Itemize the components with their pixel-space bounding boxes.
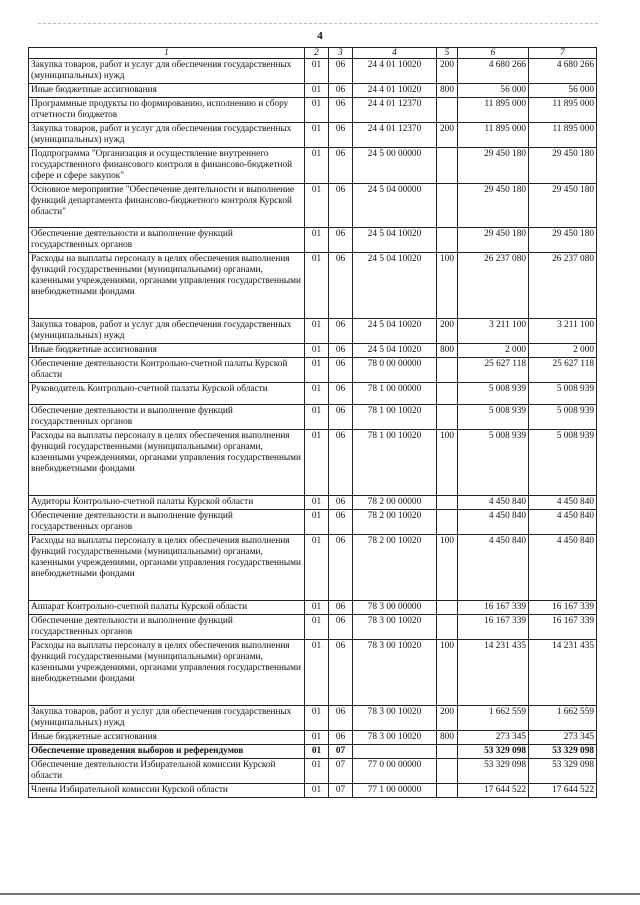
cell-csr: 24 5 04 10020 — [353, 319, 437, 344]
cell-vr: 800 — [437, 84, 458, 98]
cell-name: Расходы на выплаты персоналу в целях обеспечения выполнения функций государственными (муниципальными) органами, казенными учреждениями, органами управления государственными внебюджетными фондами — [29, 430, 305, 496]
cell-vr: 200 — [437, 706, 458, 731]
cell-rz: 01 — [305, 358, 329, 383]
cell-vr: 100 — [437, 640, 458, 706]
cell-v2: 25 627 118 — [529, 358, 597, 383]
cell-v1: 4 450 840 — [458, 510, 529, 535]
cell-pr: 06 — [329, 640, 353, 706]
cell-csr: 24 4 01 12370 — [353, 123, 437, 148]
cell-v1: 5 008 939 — [458, 383, 529, 405]
cell-csr: 78 2 00 10020 — [353, 535, 437, 601]
bottom-scan-line — [0, 893, 640, 895]
cell-csr: 24 5 04 10020 — [353, 228, 437, 253]
table-row — [29, 344, 597, 358]
table-row — [29, 228, 597, 253]
table-row — [29, 84, 597, 98]
cell-v2: 5 008 939 — [529, 430, 597, 496]
cell-name: Закупка товаров, работ и услуг для обеспечения государственных (муниципальных) нужд — [29, 706, 305, 731]
cell-rz: 01 — [305, 601, 329, 615]
cell-csr: 78 3 00 10020 — [353, 640, 437, 706]
cell-name: Обеспечение проведения выборов и референдумов — [29, 745, 305, 759]
cell-v1: 17 644 522 — [458, 784, 529, 798]
cell-name: Обеспечение деятельности и выполнение функций государственных органов — [29, 228, 305, 253]
cell-csr: 24 5 00 00000 — [353, 148, 437, 184]
cell-pr: 07 — [329, 745, 353, 759]
cell-name: Иные бюджетные ассигнования — [29, 731, 305, 745]
page-number: 4 — [317, 30, 323, 42]
cell-v1: 11 895 000 — [458, 98, 529, 123]
cell-rz: 01 — [305, 615, 329, 640]
cell-pr: 06 — [329, 84, 353, 98]
table-row — [29, 601, 597, 615]
cell-v2: 53 329 098 — [529, 759, 597, 784]
cell-name: Основное мероприятие "Обеспечение деятельности и выполнение функций департамента финансово-бюджетного контроля Курской области" — [29, 184, 305, 228]
cell-pr: 07 — [329, 759, 353, 784]
cell-csr: 24 5 04 00000 — [353, 184, 437, 228]
cell-name: Закупка товаров, работ и услуг для обеспечения государственных (муниципальных) нужд — [29, 59, 305, 84]
cell-pr: 06 — [329, 98, 353, 123]
cell-csr: 78 0 00 00000 — [353, 358, 437, 383]
cell-pr: 06 — [329, 59, 353, 84]
cell-name: Члены Избирательной комиссии Курской области — [29, 784, 305, 798]
cell-name: Иные бюджетные ассигнования — [29, 84, 305, 98]
cell-pr: 06 — [329, 148, 353, 184]
cell-name: Расходы на выплаты персоналу в целях обеспечения выполнения функций государственными (муниципальными) органами, казенными учреждениями, органами управления государственными внебюджетными фондами — [29, 535, 305, 601]
cell-rz: 01 — [305, 405, 329, 430]
table-row — [29, 731, 597, 745]
cell-csr: 24 4 01 12370 — [353, 98, 437, 123]
cell-pr: 06 — [329, 123, 353, 148]
cell-csr: 78 1 00 00000 — [353, 383, 437, 405]
cell-rz: 01 — [305, 184, 329, 228]
cell-vr — [437, 745, 458, 759]
cell-v2: 29 450 180 — [529, 184, 597, 228]
cell-vr — [437, 383, 458, 405]
cell-name: Обеспечение деятельности и выполнение функций государственных органов — [29, 510, 305, 535]
cell-name: Расходы на выплаты персоналу в целях обеспечения выполнения функций государственными (муниципальными) органами, казенными учреждениями, органами управления государственными внебюджетными фондами — [29, 253, 305, 319]
cell-csr: 78 3 00 10020 — [353, 706, 437, 731]
table-row — [29, 615, 597, 640]
cell-name: Иные бюджетные ассигнования — [29, 344, 305, 358]
cell-rz: 01 — [305, 706, 329, 731]
cell-vr: 100 — [437, 430, 458, 496]
cell-v2: 17 644 522 — [529, 784, 597, 798]
cell-v2: 273 345 — [529, 731, 597, 745]
cell-name: Обеспечение деятельности Контрольно-счетной палаты Курской области — [29, 358, 305, 383]
cell-v2: 53 329 098 — [529, 745, 597, 759]
cell-v1: 3 211 100 — [458, 319, 529, 344]
cell-name: Аудиторы Контрольно-счетной палаты Курской области — [29, 496, 305, 510]
table-row — [29, 319, 597, 344]
cell-v2: 5 008 939 — [529, 383, 597, 405]
table-row — [29, 383, 597, 405]
cell-pr: 06 — [329, 496, 353, 510]
cell-v1: 14 231 435 — [458, 640, 529, 706]
cell-rz: 01 — [305, 510, 329, 535]
cell-pr: 06 — [329, 319, 353, 344]
cell-v2: 11 895 000 — [529, 98, 597, 123]
cell-v2: 26 237 080 — [529, 253, 597, 319]
cell-v2: 1 662 559 — [529, 706, 597, 731]
cell-pr: 07 — [329, 784, 353, 798]
cell-csr: 78 2 00 00000 — [353, 496, 437, 510]
cell-v1: 29 450 180 — [458, 228, 529, 253]
cell-vr — [437, 759, 458, 784]
table-row — [29, 430, 597, 496]
cell-rz: 01 — [305, 59, 329, 84]
cell-rz: 01 — [305, 228, 329, 253]
cell-v1: 56 000 — [458, 84, 529, 98]
cell-v2: 29 450 180 — [529, 228, 597, 253]
cell-vr: 200 — [437, 319, 458, 344]
cell-rz: 01 — [305, 98, 329, 123]
cell-csr — [353, 745, 437, 759]
cell-pr: 06 — [329, 358, 353, 383]
cell-v1: 4 450 840 — [458, 535, 529, 601]
header-cell: 2 — [305, 48, 329, 59]
cell-pr: 06 — [329, 344, 353, 358]
cell-rz: 01 — [305, 745, 329, 759]
cell-v2: 56 000 — [529, 84, 597, 98]
table-row — [29, 98, 597, 123]
cell-rz: 01 — [305, 784, 329, 798]
cell-csr: 24 5 04 10020 — [353, 344, 437, 358]
cell-rz: 01 — [305, 430, 329, 496]
table-row — [29, 640, 597, 706]
table-row — [29, 745, 597, 759]
cell-v1: 16 167 339 — [458, 601, 529, 615]
cell-name: Аппарат Контрольно-счетной палаты Курской области — [29, 601, 305, 615]
cell-v1: 5 008 939 — [458, 430, 529, 496]
header-cell: 7 — [529, 48, 597, 59]
cell-name: Обеспечение деятельности и выполнение функций государственных органов — [29, 405, 305, 430]
cell-pr: 06 — [329, 535, 353, 601]
cell-vr: 800 — [437, 344, 458, 358]
cell-csr: 78 2 00 10020 — [353, 510, 437, 535]
cell-name: Расходы на выплаты персоналу в целях обеспечения выполнения функций государственными (муниципальными) органами, казенными учреждениями, органами управления государственными внебюджетными фондами — [29, 640, 305, 706]
cell-v1: 16 167 339 — [458, 615, 529, 640]
cell-vr — [437, 98, 458, 123]
cell-csr: 77 1 00 00000 — [353, 784, 437, 798]
cell-csr: 78 1 00 10020 — [353, 405, 437, 430]
header-row — [29, 48, 597, 59]
cell-v2: 4 450 840 — [529, 535, 597, 601]
cell-name: Обеспечение деятельности Избирательной комиссии Курской области — [29, 759, 305, 784]
cell-csr: 78 3 00 00000 — [353, 601, 437, 615]
cell-pr: 06 — [329, 615, 353, 640]
table-row — [29, 123, 597, 148]
table-row — [29, 706, 597, 731]
cell-vr — [437, 496, 458, 510]
cell-rz: 01 — [305, 535, 329, 601]
table-row — [29, 148, 597, 184]
cell-v1: 29 450 180 — [458, 148, 529, 184]
cell-vr: 100 — [437, 535, 458, 601]
cell-v2: 3 211 100 — [529, 319, 597, 344]
cell-name: Закупка товаров, работ и услуг для обеспечения государственных (муниципальных) нужд — [29, 319, 305, 344]
cell-v2: 5 008 939 — [529, 405, 597, 430]
header-cell: 1 — [29, 48, 305, 59]
cell-vr: 100 — [437, 253, 458, 319]
cell-v2: 2 000 — [529, 344, 597, 358]
cell-name: Подпрограмма "Организация и осуществление внутреннего государственного финансового контроля в финансово-бюджетной сфере и сфере закупок" — [29, 148, 305, 184]
cell-v2: 4 450 840 — [529, 510, 597, 535]
cell-rz: 01 — [305, 148, 329, 184]
table-row — [29, 535, 597, 601]
cell-rz: 01 — [305, 253, 329, 319]
cell-pr: 06 — [329, 430, 353, 496]
cell-v1: 4 680 266 — [458, 59, 529, 84]
table-row — [29, 405, 597, 430]
cell-vr: 200 — [437, 123, 458, 148]
cell-v2: 11 895 000 — [529, 123, 597, 148]
table-row — [29, 759, 597, 784]
cell-pr: 06 — [329, 706, 353, 731]
cell-v1: 53 329 098 — [458, 745, 529, 759]
cell-pr: 06 — [329, 510, 353, 535]
table-row — [29, 59, 597, 84]
cell-rz: 01 — [305, 731, 329, 745]
cell-vr: 800 — [437, 731, 458, 745]
cell-v1: 4 450 840 — [458, 496, 529, 510]
cell-vr — [437, 148, 458, 184]
cell-v1: 5 008 939 — [458, 405, 529, 430]
cell-name: Обеспечение деятельности и выполнение функций государственных органов — [29, 615, 305, 640]
cell-vr — [437, 510, 458, 535]
cell-v2: 16 167 339 — [529, 601, 597, 615]
cell-vr — [437, 784, 458, 798]
cell-pr: 06 — [329, 601, 353, 615]
cell-csr: 24 4 01 10020 — [353, 84, 437, 98]
cell-csr: 78 1 00 10020 — [353, 430, 437, 496]
cell-name: Закупка товаров, работ и услуг для обеспечения государственных (муниципальных) нужд — [29, 123, 305, 148]
cell-csr: 78 3 00 10020 — [353, 615, 437, 640]
cell-pr: 06 — [329, 253, 353, 319]
cell-v1: 53 329 098 — [458, 759, 529, 784]
cell-vr — [437, 615, 458, 640]
cell-vr: 200 — [437, 59, 458, 84]
header-cell: 6 — [458, 48, 529, 59]
cell-csr: 77 0 00 00000 — [353, 759, 437, 784]
table-row — [29, 184, 597, 228]
cell-rz: 01 — [305, 319, 329, 344]
cell-rz: 01 — [305, 496, 329, 510]
cell-vr — [437, 358, 458, 383]
table-row — [29, 496, 597, 510]
cell-csr: 24 4 01 10020 — [353, 59, 437, 84]
cell-v2: 4 450 840 — [529, 496, 597, 510]
cell-v1: 26 237 080 — [458, 253, 529, 319]
budget-table — [28, 47, 597, 798]
table-row — [29, 510, 597, 535]
table-row — [29, 253, 597, 319]
cell-rz: 01 — [305, 123, 329, 148]
cell-v1: 11 895 000 — [458, 123, 529, 148]
cell-vr — [437, 405, 458, 430]
cell-name: Программные продукты по формированию, исполнению и сбору отчетности бюджетов — [29, 98, 305, 123]
cell-v2: 4 680 266 — [529, 59, 597, 84]
cell-vr — [437, 184, 458, 228]
cell-pr: 06 — [329, 731, 353, 745]
cell-v1: 2 000 — [458, 344, 529, 358]
cell-rz: 01 — [305, 640, 329, 706]
table-row — [29, 784, 597, 798]
cell-rz: 01 — [305, 344, 329, 358]
top-scan-line — [38, 23, 598, 24]
cell-v1: 29 450 180 — [458, 184, 529, 228]
cell-pr: 06 — [329, 184, 353, 228]
cell-v1: 25 627 118 — [458, 358, 529, 383]
cell-v1: 1 662 559 — [458, 706, 529, 731]
cell-v2: 16 167 339 — [529, 615, 597, 640]
cell-rz: 01 — [305, 383, 329, 405]
header-cell: 5 — [437, 48, 458, 59]
cell-v2: 14 231 435 — [529, 640, 597, 706]
table-row — [29, 358, 597, 383]
cell-vr — [437, 228, 458, 253]
cell-pr: 06 — [329, 228, 353, 253]
cell-v2: 29 450 180 — [529, 148, 597, 184]
cell-csr: 24 5 04 10020 — [353, 253, 437, 319]
cell-pr: 06 — [329, 405, 353, 430]
header-cell: 3 — [329, 48, 353, 59]
cell-vr — [437, 601, 458, 615]
cell-rz: 01 — [305, 84, 329, 98]
cell-rz: 01 — [305, 759, 329, 784]
cell-name: Руководитель Контрольно-счетной палаты Курской области — [29, 383, 305, 405]
cell-pr: 06 — [329, 383, 353, 405]
cell-csr: 78 3 00 10020 — [353, 731, 437, 745]
header-cell: 4 — [353, 48, 437, 59]
cell-v1: 273 345 — [458, 731, 529, 745]
